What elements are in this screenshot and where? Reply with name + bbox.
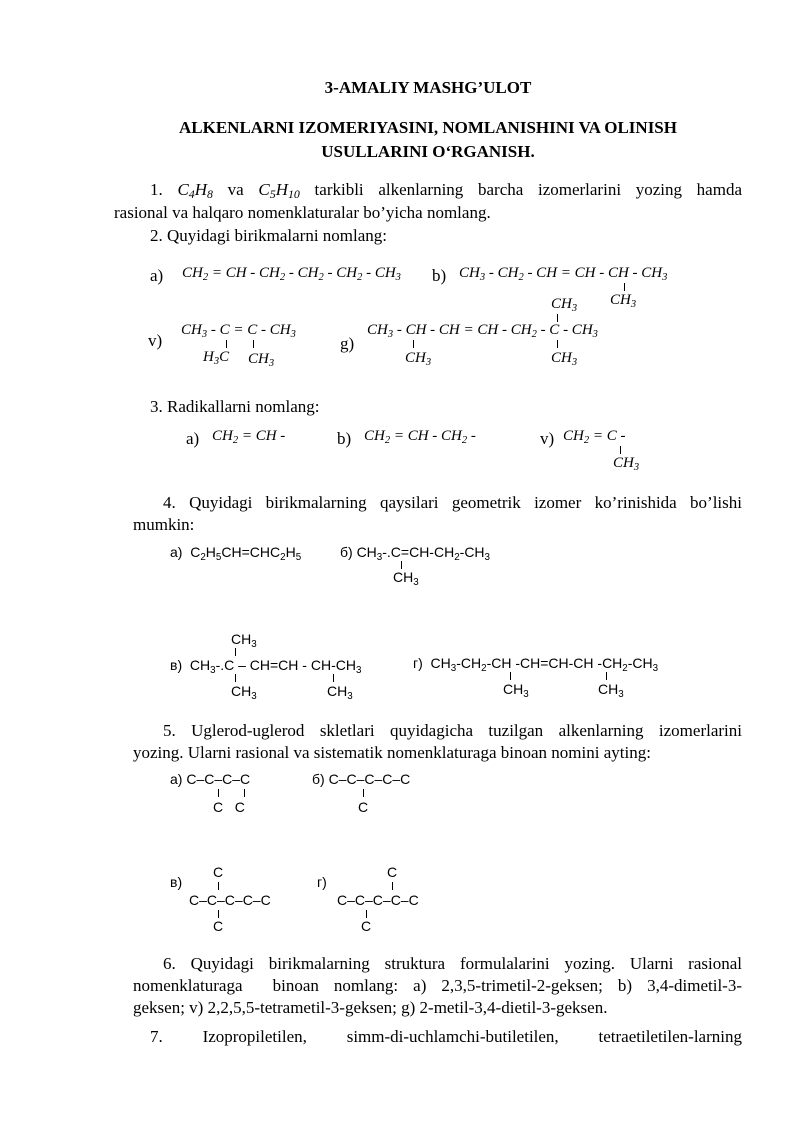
task3-v-substituent: $CH_3$ xyxy=(613,455,640,473)
task4-v-bond-1 xyxy=(235,674,236,682)
task5-v-label: в) xyxy=(170,874,183,890)
task3-a-label: a) xyxy=(186,429,200,448)
task2-v-label: v) xyxy=(148,331,163,350)
task5-b-skeleton: б) C–C–C–C–C xyxy=(312,771,411,787)
task5-a-bond-2 xyxy=(244,789,245,797)
task5-g-chain: C–C–C–C–C xyxy=(337,892,419,908)
task3-v-label: v) xyxy=(540,429,555,448)
task4-g-substituent-2: $CH_3$ xyxy=(598,681,624,700)
page-subtitle-line-2: USULLARINI O‘RGANISH. xyxy=(321,142,535,161)
task5-v-chain: C–C–C–C–C xyxy=(189,892,271,908)
task2-a-formula: $CH_2$ = CH - $CH_2 - CH_2 - CH_2 - CH_3$ xyxy=(182,265,401,283)
task2-g-label: g) xyxy=(340,334,355,353)
task5-g-top-branch: C xyxy=(387,864,398,880)
task1-line2: rasional va halqaro nomenklaturalar bo’yicha nomlang. xyxy=(114,203,491,222)
task5-a-bond-1 xyxy=(218,789,219,797)
task1-line1 xyxy=(150,180,742,200)
task4-v-top-substituent: $CH_3$ xyxy=(231,631,257,650)
task3-v-formula: $CH_2 = C$ - xyxy=(563,428,626,446)
task7-line1: 7. Izopropiletilen, simm-di-uchlamchi-butiletilen, tetraetiletilen-larning xyxy=(150,1027,742,1046)
task3-heading: 3. Radikallarni nomlang: xyxy=(150,397,320,416)
task1-formula-c4h8: $C_4H_8$ xyxy=(177,180,213,201)
task1-number: 1. xyxy=(150,180,163,199)
task5-v-top-branch: C xyxy=(213,864,224,880)
task4-g-formula: г) $CH_3-CH_2-CH$ -CH=CH-CH $-CH_2-CH_3$ xyxy=(413,655,659,674)
page-title: 3-AMALIY MASHG’ULOT xyxy=(324,78,532,97)
task6-line2: nomenklaturaga binoan nomlang: a) 2,3,5-trimetil-2-geksen; b) 3,4-dimetil-3- xyxy=(133,976,742,995)
task2-g-bond-1 xyxy=(413,340,414,348)
task5-v-bond-bottom xyxy=(218,910,219,918)
task2-b-substituent: $CH_3$ xyxy=(610,292,637,310)
task2-heading: 2. Quyidagi birikmalarni nomlang: xyxy=(150,226,388,245)
task2-b-label: b) xyxy=(432,266,447,285)
task5-a-skeleton: а) C–C–C–C xyxy=(170,771,251,787)
task2-a-label: a) xyxy=(150,266,164,285)
task3-b-formula: $CH_2$ = CH - $CH_2$ - xyxy=(364,428,476,446)
task3-v-bond xyxy=(620,446,621,454)
task2-b-formula: $CH_3 - CH_2$ - CH = CH - CH - $CH_3$ xyxy=(459,265,668,283)
task3-b-label: b) xyxy=(337,429,352,448)
task1-formula-c5h10: $C_5H_{10}$ xyxy=(258,180,300,201)
task2-g-substituent-2: $CH_3$ xyxy=(551,350,578,368)
task5-v-bottom-branch: C xyxy=(213,918,224,934)
task4-g-bond-1 xyxy=(510,672,511,680)
task5-g-bottom-branch: C xyxy=(361,918,372,934)
task5-b-bond xyxy=(363,789,364,797)
task4-line1: 4. Quyidagi birikmalarning qaysilari geometrik izomer ko’rinishida bo’lishi xyxy=(163,493,742,512)
task5-line2: yozing. Ularni rasional va sistematik nomenklaturaga binoan nomini ayting: xyxy=(133,743,651,762)
task4-b-formula: б) $CH_3-.C=CH-CH_2-CH_3$ xyxy=(340,544,490,563)
task2-g-top-substituent: $CH_3$ xyxy=(551,296,578,314)
task4-v-bond-top xyxy=(235,648,236,656)
task2-v-substituent-1: $H_3C$ xyxy=(203,349,230,367)
task5-g-bond-top xyxy=(392,882,393,890)
page-subtitle-line-1: ALKENLARNI IZOMERIYASINI, NOMLANISHINI VA OLINISH xyxy=(178,118,677,137)
task4-b-substituent: $CH_3$ xyxy=(393,569,419,588)
task3-a-formula: $CH_2$ = CH - xyxy=(212,428,286,446)
task5-v-bond-top xyxy=(218,882,219,890)
task2-v-formula: $CH_3 - C = C - CH_3$ xyxy=(181,322,296,340)
task5-g-bond-bottom xyxy=(366,910,367,918)
task2-g-substituent-1: $CH_3$ xyxy=(405,350,432,368)
task2-v-bond-1 xyxy=(226,340,227,348)
task2-v-substituent-2: $CH_3$ xyxy=(248,351,275,369)
task4-v-substituent-2: $CH_3$ xyxy=(327,683,353,702)
task4-b-bond xyxy=(401,561,402,569)
task5-line1: 5. Uglerod-uglerod skletlari quyidagicha tuzilgan alkenlarning izomerlarini xyxy=(163,721,742,740)
task4-g-substituent-1: $CH_3$ xyxy=(503,681,529,700)
task1-text: tarkibli alkenlarning barcha izomerlarini yozing hamda xyxy=(314,180,742,199)
task2-g-bond-top xyxy=(557,314,558,322)
task6-line1: 6. Quyidagi birikmalarning struktura formulalarini yozing. Ularni rasional xyxy=(163,954,742,973)
task5-a-branches: C C xyxy=(213,799,245,815)
task4-a-formula: а) $C_2H_5CH=CHC_2H_5$ xyxy=(170,544,302,563)
task2-b-bond xyxy=(624,283,625,291)
task6-line3: geksen; v) 2,2,5,5-tetrametil-3-geksen; g) 2-metil-3,4-dietil-3-geksen. xyxy=(133,998,608,1017)
task2-g-formula: $CH_3$ - CH - CH = CH - $CH_2$ - C - $CH_3$ xyxy=(367,322,598,340)
task4-g-bond-2 xyxy=(606,672,607,680)
task4-v-formula: в) $CH_3-.C - CH=CH - CH-CH_3$ xyxy=(170,657,362,676)
task2-g-bond-2 xyxy=(557,340,558,348)
task1-va: va xyxy=(227,180,244,199)
task5-g-label: г) xyxy=(317,874,327,890)
task5-b-branch: C xyxy=(358,799,369,815)
task2-v-bond-2 xyxy=(253,340,254,348)
task4-v-bond-2 xyxy=(333,674,334,682)
task4-line2: mumkin: xyxy=(133,515,195,534)
task4-v-substituent-1: $CH_3$ xyxy=(231,683,257,702)
